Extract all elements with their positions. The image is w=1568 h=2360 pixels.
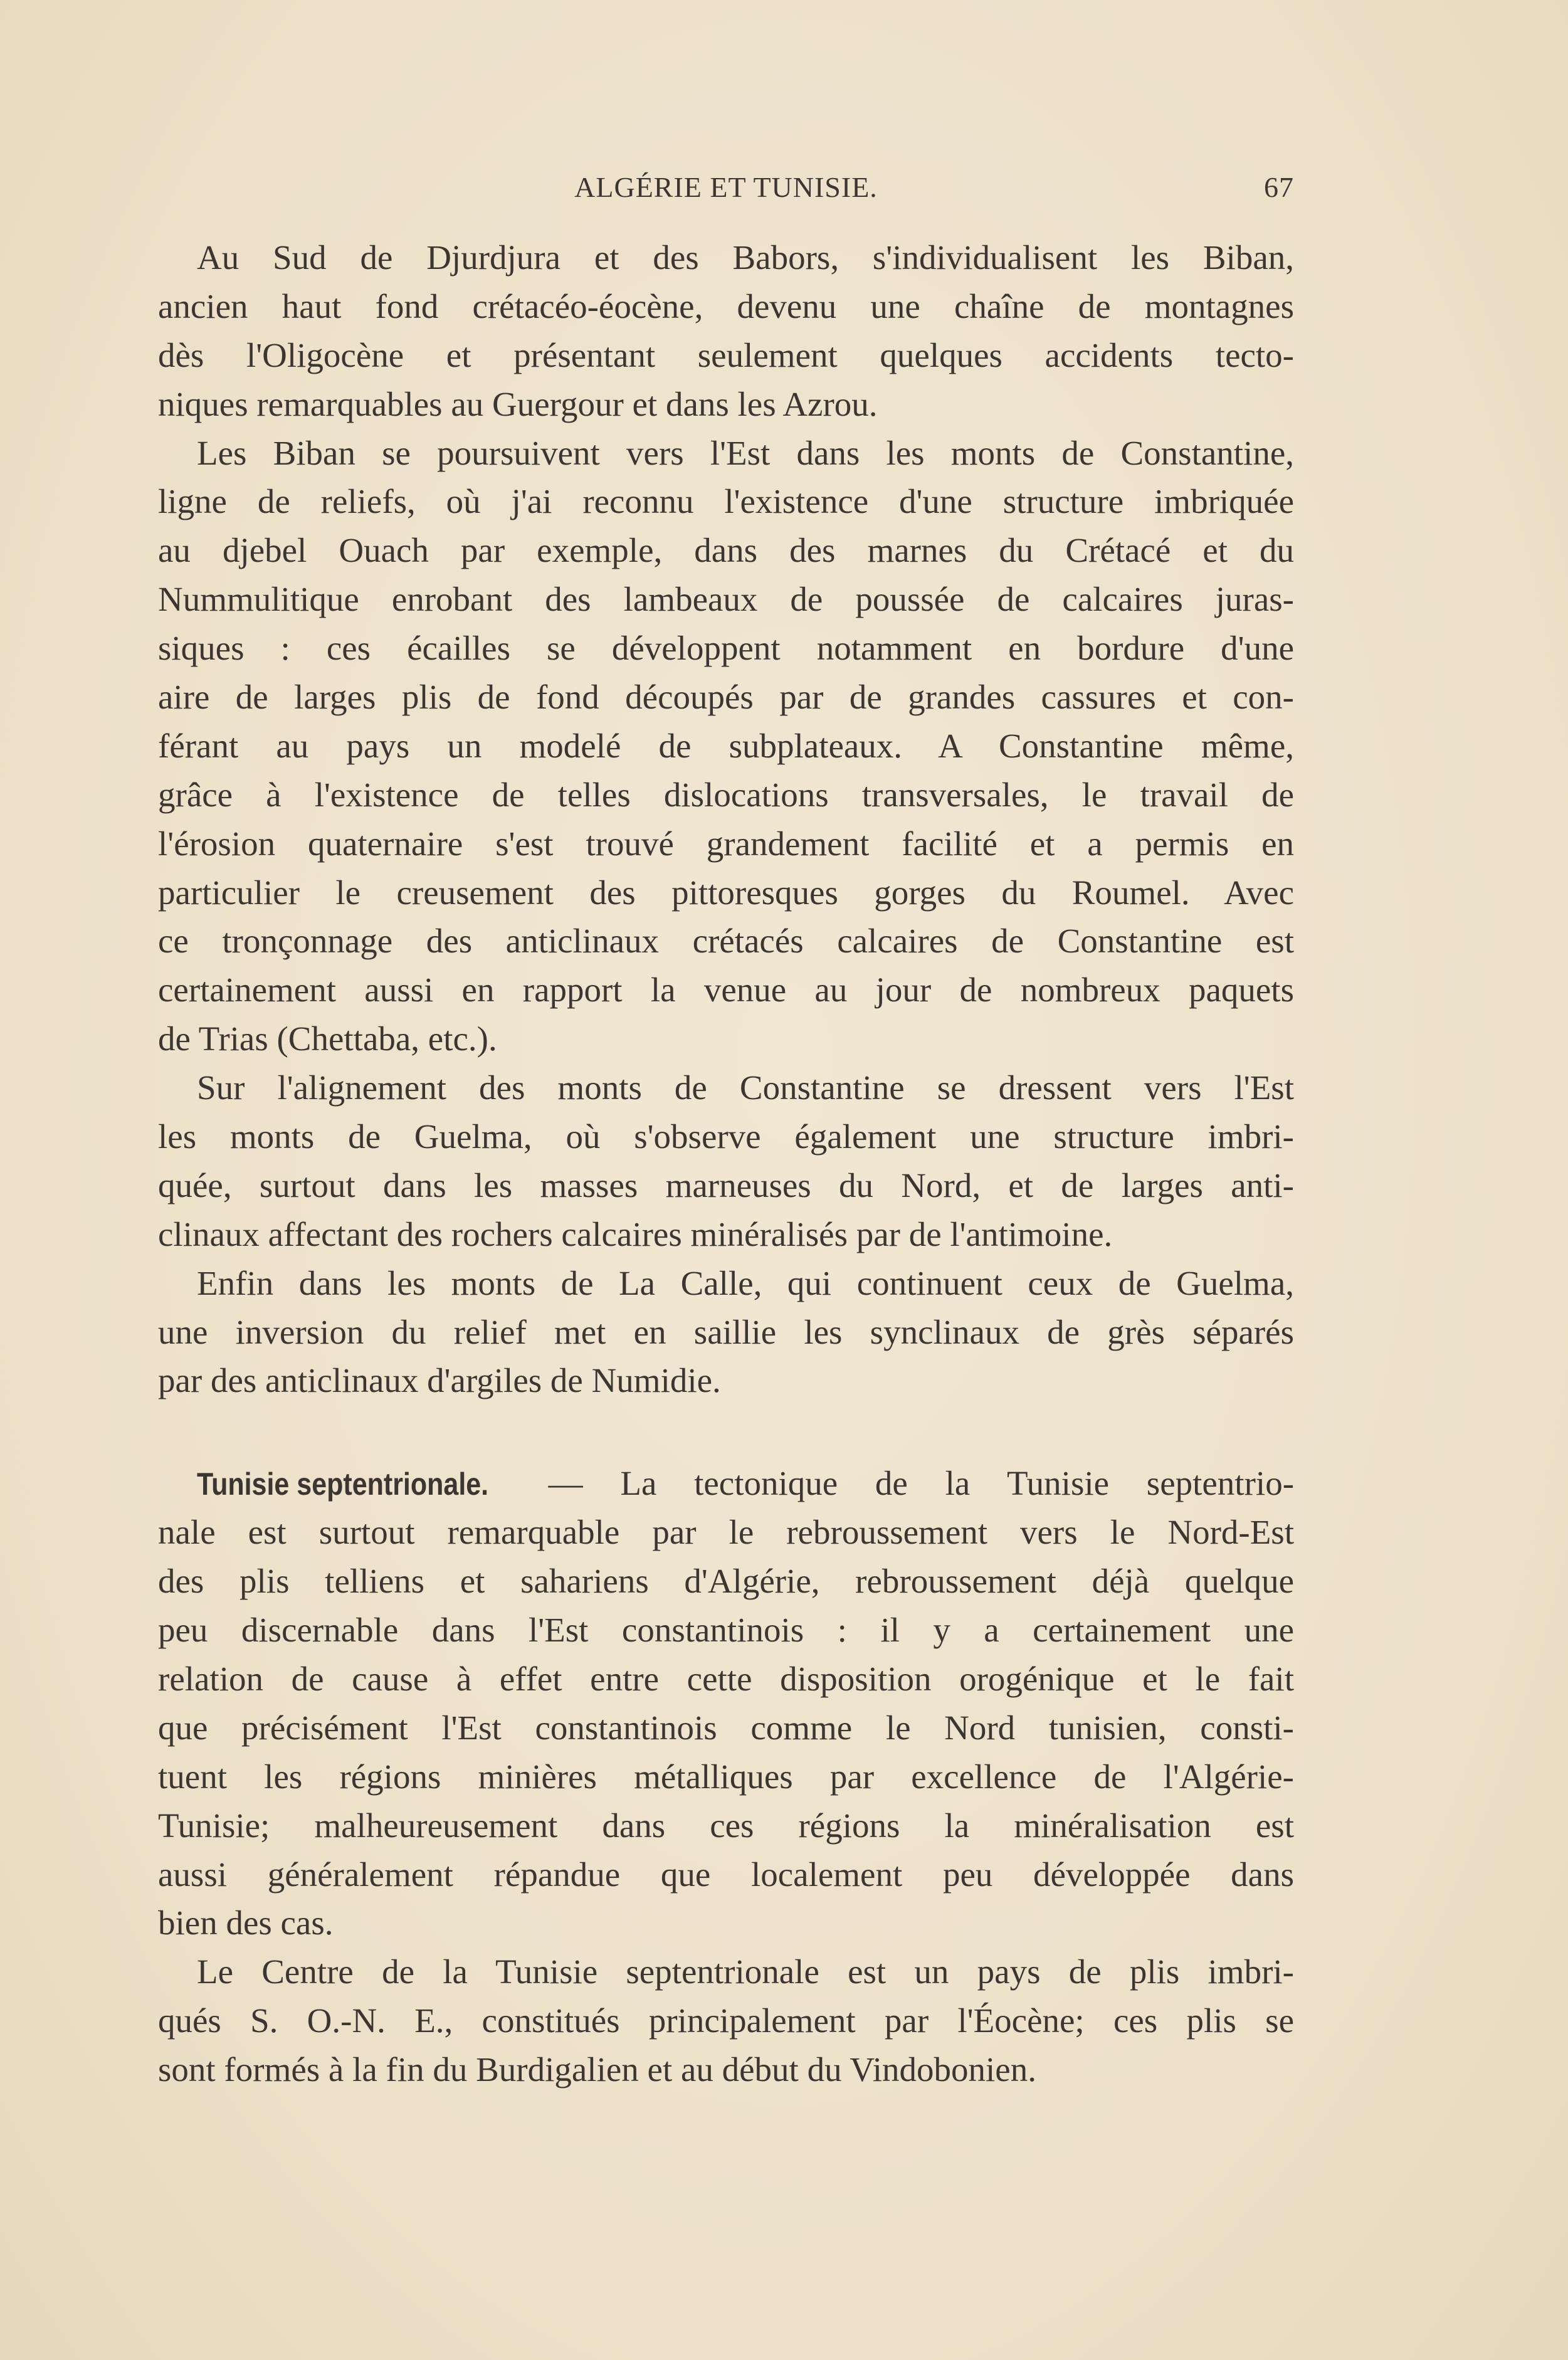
text-line: siques : ces écailles se développent notamment en bordure d'une bbox=[158, 629, 1294, 668]
section-first-line bbox=[158, 1459, 1294, 1508]
paragraph bbox=[158, 1947, 1294, 2094]
text-line: l'érosion quaternaire s'est trouvé grandement facilité et a permis en bbox=[158, 824, 1294, 863]
text-line: férant au pays un modelé de subplateaux. A Constantine même, bbox=[158, 726, 1294, 765]
text-line: au djebel Ouach par exemple, dans des marnes du Crétacé et du bbox=[158, 531, 1294, 570]
section-heading: Tunisie septentrionale. bbox=[197, 1467, 489, 1502]
text-line: ligne de reliefs, où j'ai reconnu l'existence d'une structure imbriquée bbox=[158, 482, 1294, 521]
text-line: niques remarquables au Guergour et dans les Azrou. bbox=[158, 384, 878, 423]
text-line: Sur l'alignement des monts de Constantine se dressent vers l'Est bbox=[197, 1068, 1294, 1107]
text-line: Enfin dans les monts de La Calle, qui continuent ceux de Guelma, bbox=[197, 1263, 1294, 1302]
running-title: ALGÉRIE ET TUNISIE. bbox=[574, 171, 878, 203]
text-line: Les Biban se poursuivent vers l'Est dans les monts de Constantine, bbox=[197, 433, 1294, 472]
text-line: aussi généralement répandue que localement peu développée dans bbox=[158, 1855, 1294, 1894]
text-line: qués S. O.-N. E., constitués principalement par l'Éocène; ces plis se bbox=[158, 2001, 1294, 2040]
paragraph bbox=[158, 1259, 1294, 1406]
text-line: Nummulitique enrobant des lambeaux de poussée de calcaires juras- bbox=[158, 580, 1294, 619]
running-head bbox=[158, 171, 1294, 214]
text-line: particulier le creusement des pittoresques gorges du Roumel. Avec bbox=[158, 873, 1294, 912]
text-line: Le Centre de la Tunisie septentrionale est un pays de plis imbri- bbox=[197, 1952, 1294, 1991]
text-line: bien des cas. bbox=[158, 1904, 334, 1942]
text-line: dès l'Oligocène et présentant seulement quelques accidents tecto- bbox=[158, 335, 1294, 374]
text-line: tuent les régions minières métalliques par excellence de l'Algérie- bbox=[158, 1757, 1294, 1796]
text-line: les monts de Guelma, où s'observe également une structure imbri- bbox=[158, 1117, 1294, 1156]
text-line: ancien haut fond crétacéo-éocène, devenu une chaîne de montagnes bbox=[158, 287, 1294, 325]
text-line: quée, surtout dans les masses marneuses du Nord, et de larges anti- bbox=[158, 1166, 1294, 1204]
text-line: ce tronçonnage des anticlinaux crétacés calcaires de Constantine est bbox=[158, 922, 1294, 961]
paragraph bbox=[158, 233, 1294, 429]
text-line: certainement aussi en rapport la venue au jour de nombreux paquets bbox=[158, 971, 1294, 1009]
paragraph bbox=[158, 1508, 1294, 1947]
text-line: que précisément l'Est constantinois comme le Nord tunisien, consti- bbox=[158, 1708, 1294, 1747]
text-line: Au Sud de Djurdjura et des Babors, s'individualisent les Biban, bbox=[197, 238, 1294, 277]
text-line: nale est surtout remarquable par le rebroussement vers le Nord-Est bbox=[158, 1513, 1294, 1552]
body-text bbox=[158, 233, 1294, 2094]
text-line: par des anticlinaux d'argiles de Numidie. bbox=[158, 1361, 721, 1400]
text-line: clinaux affectant des rochers calcaires minéralisés par de l'antimoine. bbox=[158, 1214, 1113, 1253]
text-line: des plis telliens et sahariens d'Algérie, rebroussement déjà quelque bbox=[158, 1562, 1294, 1601]
text-line: sont formés à la fin du Burdigalien et au début du Vindobonien. bbox=[158, 2050, 1036, 2089]
text-line: aire de larges plis de fond découpés par de grandes cassures et con- bbox=[158, 678, 1294, 717]
page-number: 67 bbox=[1264, 171, 1294, 203]
section-gap bbox=[158, 1405, 1294, 1459]
text-line: Tunisie; malheureusement dans ces régions la minéralisation est bbox=[158, 1806, 1294, 1845]
text-line: grâce à l'existence de telles dislocations transversales, le travail de bbox=[158, 775, 1294, 814]
text-line: relation de cause à effet entre cette disposition orogénique et le fait bbox=[158, 1659, 1294, 1698]
section-first-line-text: — La tectonique de la Tunisie septentrio- bbox=[548, 1464, 1295, 1503]
text-line: une inversion du relief met en saillie les synclinaux de grès séparés bbox=[158, 1312, 1294, 1351]
text-line: de Trias (Chettaba, etc.). bbox=[158, 1019, 497, 1058]
text-line: peu discernable dans l'Est constantinois : il y a certainement une bbox=[158, 1611, 1294, 1650]
paragraph bbox=[158, 429, 1294, 1064]
paragraph bbox=[158, 1063, 1294, 1259]
